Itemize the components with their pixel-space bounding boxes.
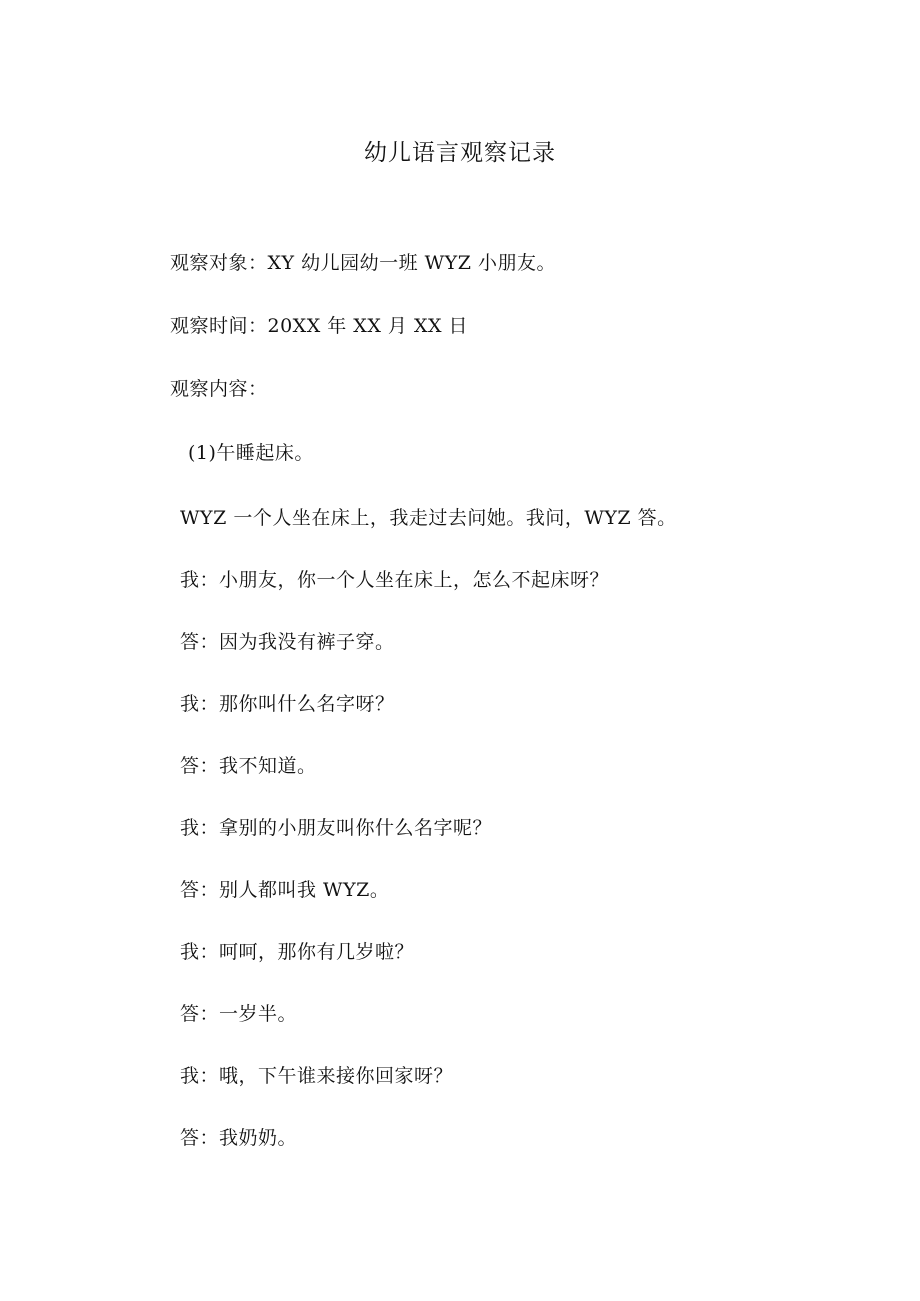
dialogue-line: 答：我奶奶。 [180,1127,298,1149]
dialogue-line: 答：别人都叫我 WYZ。 [180,879,390,901]
dialogue-line: 答：因为我没有裤子穿。 [180,631,395,653]
observation-time: 观察时间：20XX 年 XX 月 XX 日 [170,315,469,337]
dialogue-line: 我：小朋友，你一个人坐在床上，怎么不起床呀？ [180,569,610,591]
observation-subject: 观察对象：XY 幼儿园幼一班 WYZ 小朋友。 [170,252,556,274]
dialogue-line: 我：那你叫什么名字呀？ [180,693,395,715]
dialogue-line: 我：哦，下午谁来接你回家呀？ [180,1065,454,1087]
dialogue-line: 我：呵呵，那你有几岁啦？ [180,941,415,963]
document-title: 幼儿语言观察记录 [364,140,556,166]
dialogue-line: 我：拿别的小朋友叫你什么名字呢？ [180,817,493,839]
section-heading: (1)午睡起床。 [188,442,314,464]
intro-line: WYZ 一个人坐在床上，我走过去问她。我问，WYZ 答。 [180,507,677,529]
dialogue-line: 答：一岁半。 [180,1003,298,1025]
dialogue-line: 答：我不知道。 [180,755,317,777]
observation-content-label: 观察内容： [170,378,268,400]
